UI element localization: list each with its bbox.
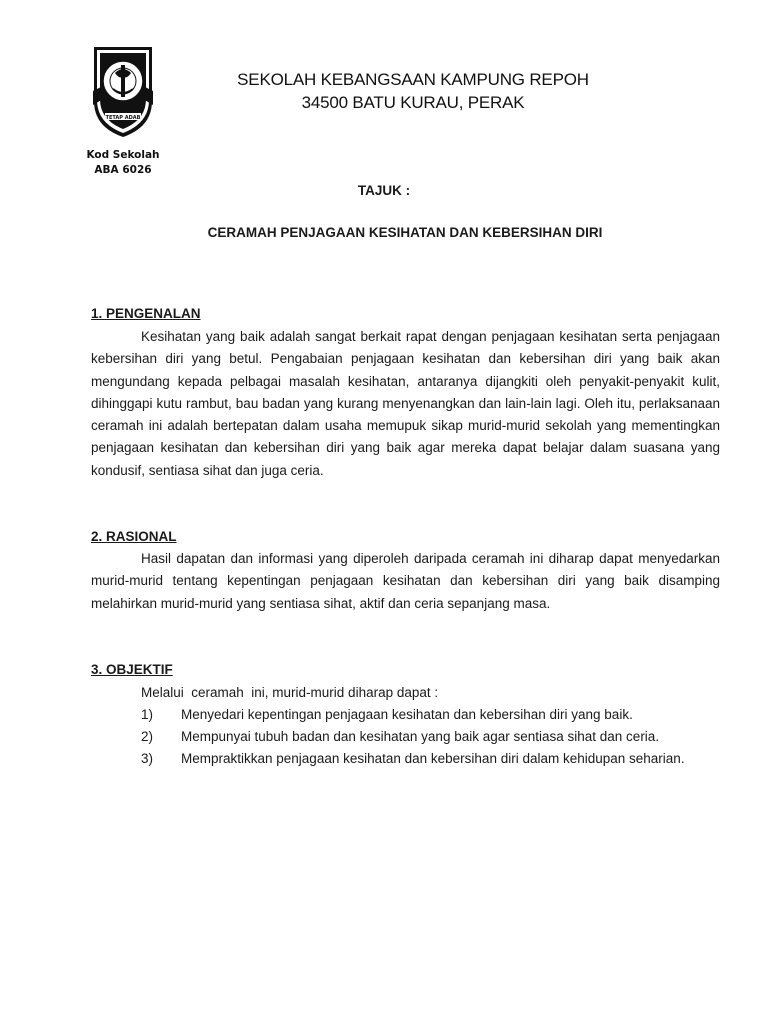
list-item — [141, 751, 685, 766]
list-item-text: Mempraktikkan penjagaan kesihatan dan kebersihan diri dalam kehidupan seharian. — [181, 751, 685, 766]
logo-motto: TETAP ADAB — [105, 115, 141, 121]
section-body-rasional — [91, 548, 720, 615]
school-code-label: Kod Sekolah — [86, 149, 160, 161]
list-item-number: 3) — [141, 751, 154, 766]
section-heading-pengenalan: 1. PENGENALAN — [91, 306, 201, 321]
list-item-text: Mempunyai tubuh badan dan kesihatan yang baik agar sentiasa sihat dan ceria. — [181, 729, 660, 744]
pengenalan-text: Kesihatan yang baik adalah sangat berkait rapat dengan penjagaan kesihatan serta penjagaan kebersihan diri yang betul. Pengabaian penjagaan kesihatan dan kebersihan diri yang baik akan mengundang kepada pelbagai masalah kesihatan, antaranya dijangkiti oleh penyakit-penyakit kulit, dihinggapi kutu rambut, bau badan yang kurang menyenangkan dan lain-lain lagi. Oleh itu, perlaksanaan ceramah ini adalah bertepatan dalam usaha memupuk sikap murid-murid sekolah yang mementingkan penjagaan kesihatan dan kebersihan diri yang baik agar mereka dapat belajar dalam suasana yang kondusif, sentiasa sihat dan juga ceria. — [91, 329, 720, 478]
document-title: CERAMAH PENJAGAAN KESIHATAN DAN KEBERSIHAN DIRI — [207, 225, 603, 240]
school-code-block — [80, 148, 166, 178]
section-heading-objektif: 3. OBJEKTIF — [91, 662, 173, 677]
school-address: 34500 BATU KURAU, PERAK — [301, 93, 525, 112]
list-item — [141, 729, 659, 744]
school-name: SEKOLAH KEBANGSAAN KAMPUNG REPOH — [237, 70, 589, 89]
tajuk-label: TAJUK : — [357, 183, 411, 198]
section-heading-rasional: 2. RASIONAL — [91, 529, 177, 544]
school-crest-icon — [91, 41, 155, 141]
objektif-intro: Melalui ceramah ini, murid-murid diharap dapat : — [141, 685, 439, 700]
list-item-number: 1) — [141, 707, 154, 722]
list-item-number: 2) — [141, 729, 154, 744]
list-item — [141, 707, 633, 722]
section-body-pengenalan — [91, 326, 720, 482]
rasional-text: Hasil dapatan dan informasi yang diperoleh daripada ceramah ini diharap dapat menyedarkan murid-murid tentang kepentingan penjagaan kesihatan dan kebersihan diri yang baik disamping melahirkan murid-murid yang sentiasa sihat, aktif dan ceria sepanjang masa. — [91, 551, 720, 611]
list-item-text: Menyedari kepentingan penjagaan kesihatan dan kebersihan diri yang baik. — [181, 707, 633, 722]
school-code: ABA 6026 — [94, 164, 152, 176]
